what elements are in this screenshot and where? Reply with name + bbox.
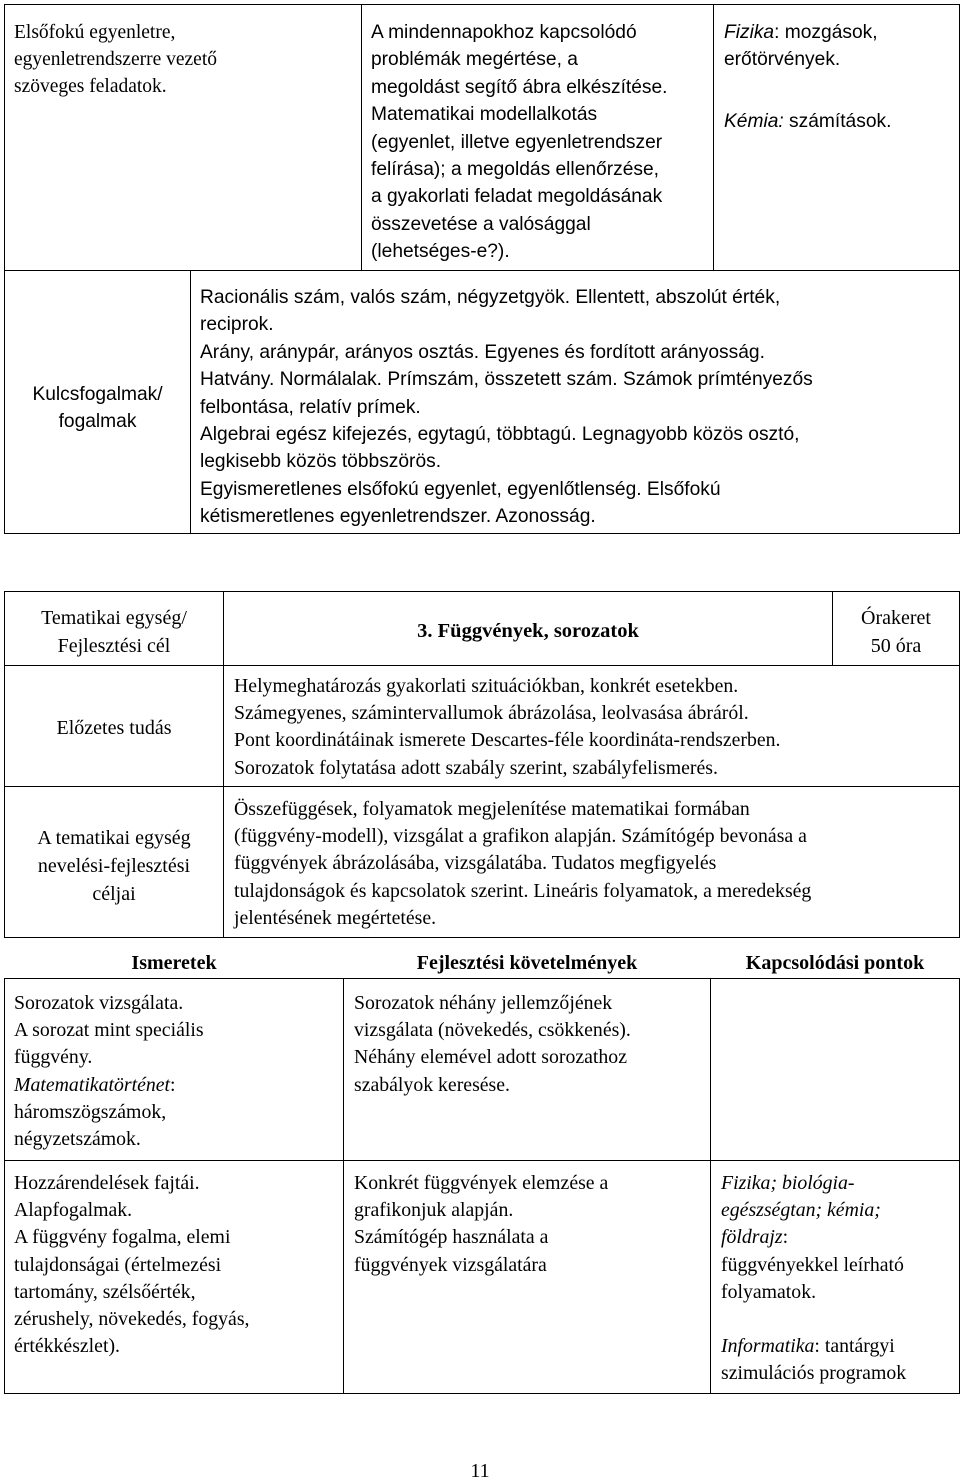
row-a-ismeretek-line: függvény.	[14, 1046, 93, 1069]
unit-title-text: 3. Függvények, sorozatok	[417, 620, 639, 642]
tematikai-egyseg-label-line: Fejlesztési cél	[57, 635, 171, 657]
row-a-fejlesztesi-line: Sorozatok néhány jellemzőjének	[354, 992, 613, 1014]
row-b-kapcsolodasi-italic-line: Fizika; biológia-	[721, 1172, 855, 1194]
orakeret-value: 50 óra	[870, 635, 922, 657]
foldrajz-label: földrajz	[721, 1226, 783, 1249]
prev-links-cell	[724, 19, 958, 135]
fizika-link-line	[724, 19, 958, 46]
kemia-text: számítások.	[783, 110, 892, 132]
celjai-line: (függvény-modell), vizsgálat a grafikon alapján. Számítógép bevonása a	[234, 825, 807, 848]
prev-goals-line: megoldást segítő ábra elkészítése.	[371, 76, 668, 98]
prev-topic-line: szöveges feladatok.	[14, 76, 167, 98]
kulcsfogalmak-line: Racionális szám, valós szám, négyzetgyök. Ellentett, abszolút érték,	[200, 287, 781, 308]
informatika-text: : tantárgyi	[814, 1335, 895, 1358]
matematikatortenet-line	[14, 1072, 342, 1099]
celjai-line: jelentésének megértetése.	[234, 906, 437, 929]
unit-title	[224, 617, 832, 645]
row-b-ismeretek-line: tartomány, szélsőérték,	[14, 1280, 196, 1303]
prev-goals-line: összevetése a valósággal	[371, 213, 591, 235]
elozetes-tudas-line: Számegyenes, számintervallumok ábrázolása, leolvasása ábráról.	[234, 702, 749, 725]
celjai-content	[234, 796, 956, 932]
elozetes-tudas-content	[234, 673, 956, 782]
celjai-line: tulajdonságok és kapcsolatok szerint. Lineáris folyamatok, a meredekség	[234, 879, 812, 902]
elozetes-tudas-label	[5, 714, 223, 742]
row-b-ismeretek-line: Hozzárendelések fajtái.	[14, 1172, 200, 1194]
tematikai-egyseg-label-line: Tematikai egység/	[41, 607, 187, 629]
foldrajz-line	[721, 1224, 958, 1251]
row-b-ismeretek-line: Alapfogalmak.	[14, 1199, 133, 1222]
prev-goals-line: felírása); a megoldás ellenőrzése,	[371, 159, 659, 181]
page-number-text: 11	[470, 1460, 490, 1482]
kulcsfogalmak-line: felbontása, relatív prímek.	[200, 396, 421, 418]
row-a-ismeretek-mt-line: négyzetszámok.	[14, 1128, 141, 1151]
kemia-label: Kémia:	[724, 110, 784, 132]
row-a-fejlesztesi-line: vizsgálata (növekedés, csökkenés).	[354, 1019, 631, 1042]
row-b-kapcsolodasi	[721, 1170, 958, 1387]
fizika-text: : mozgások,	[774, 22, 878, 43]
prev-goals-line: (egyenlet, illetve egyenletrendszer	[371, 131, 663, 153]
kulcsfogalmak-label	[5, 381, 190, 436]
prev-goals-line: (lehetséges-e?).	[371, 241, 510, 263]
kulcsfogalmak-line: kétismeretlenes egyenletrendszer. Azonosság.	[200, 506, 596, 528]
row-a-fejlesztesi-line: szabályok keresése.	[354, 1073, 510, 1096]
header-kapcsolodasi-text: Kapcsolódási pontok	[745, 952, 925, 974]
page-number	[430, 1458, 530, 1484]
kulcsfogalmak-line: Algebrai egész kifejezés, egytagú, többtagú. Legnagyobb közös osztó,	[200, 424, 800, 446]
row-b-fejlesztesi-line: függvények vizsgálatára	[354, 1253, 547, 1276]
kulcsfogalmak-content	[200, 284, 955, 531]
row-a-ismeretek-line: A sorozat mint speciális	[14, 1019, 204, 1042]
row-b-ismeretek-line: A függvény fogalma, elemi	[14, 1226, 231, 1249]
kemia-link-line	[724, 108, 958, 135]
matematikatortenet-label: Matematikatörténet	[14, 1073, 171, 1096]
kulcsfogalmak-label-line: fogalmak	[58, 411, 137, 433]
row-b-kapcsolodasi-line: folyamatok.	[721, 1280, 817, 1303]
row-b-ismeretek	[14, 1170, 342, 1360]
kulcsfogalmak-line: Hatvány. Normálalak. Prímszám, összetett szám. Számok prímtényezős	[200, 369, 813, 391]
row-b-ismeretek-line: értékkészlet).	[14, 1335, 120, 1358]
elozetes-tudas-line: Sorozatok folytatása adott szabály szerint, szabályfelismerés.	[234, 756, 718, 779]
row-a-ismeretek-mt-line: háromszögszámok,	[14, 1100, 167, 1123]
orakeret-label: Órakeret	[861, 607, 931, 629]
header-fejlesztesi-text: Fejlesztési követelmények	[416, 952, 638, 974]
prev-goals-line: problémák megértése, a	[371, 49, 578, 71]
elozetes-tudas-label-text: Előzetes tudás	[56, 717, 172, 739]
celjai-label-line: céljai	[92, 883, 136, 905]
row-a-fejlesztesi-line: Néhány elemével adott sorozathoz	[354, 1046, 627, 1069]
row-a-ismeretek-line: Sorozatok vizsgálata.	[14, 992, 184, 1014]
tematikai-egyseg-label	[5, 604, 223, 660]
row-b-fejlesztesi-line: Számítógép használata a	[354, 1226, 549, 1249]
kulcsfogalmak-line: reciprok.	[200, 314, 274, 336]
elozetes-tudas-line: Pont koordinátáinak ismerete Descartes-féle koordináta-rendszerben.	[234, 729, 781, 752]
header-ismeretek	[5, 950, 343, 978]
prev-goals-line: A mindennapokhoz kapcsolódó	[371, 22, 637, 43]
kulcsfogalmak-line: legkisebb közös többszörös.	[200, 451, 442, 473]
prev-topic-line: Elsőfokú egyenletre,	[14, 22, 176, 43]
elozetes-tudas-line: Helymeghatározás gyakorlati szituációkban, konkrét esetekben.	[234, 675, 739, 697]
celjai-line: Összefüggések, folyamatok megjelenítése matematikai formában	[234, 798, 750, 820]
matematikatortenet-colon: :	[170, 1073, 176, 1096]
prev-topic-line: egyenletrendszerre vezető	[14, 49, 217, 71]
row-b-fejlesztesi	[354, 1170, 708, 1279]
row-b-fejlesztesi-line: grafikonjuk alapján.	[354, 1199, 514, 1222]
fizika-link-line-2: erőtörvények.	[724, 49, 841, 71]
prev-topic-cell	[14, 19, 359, 101]
header-fejlesztesi	[344, 950, 710, 978]
informatika-line	[721, 1333, 958, 1360]
prev-goals-line: Matematikai modellalkotás	[371, 104, 598, 126]
row-b-ismeretek-line: tulajdonságai (értelmezési	[14, 1253, 222, 1276]
fizika-label: Fizika	[724, 22, 775, 43]
celjai-label	[5, 824, 223, 908]
header-kapcsolodasi	[711, 950, 959, 978]
informatika-label: Informatika	[721, 1335, 815, 1358]
celjai-line: függvények ábrázolásába, vizsgálatába. Tudatos megfigyelés	[234, 852, 717, 875]
celjai-label-line: nevelési-fejlesztési	[37, 855, 191, 877]
informatika-line-2: szimulációs programok	[721, 1362, 907, 1385]
prev-goals-line: a gyakorlati feladat megoldásának	[371, 186, 663, 208]
row-b-ismeretek-line: zérushely, növekedés, fogyás,	[14, 1308, 250, 1331]
row-a-fejlesztesi	[354, 990, 708, 1099]
kulcsfogalmak-line: Egyismeretlenes elsőfokú egyenlet, egyenlőtlenség. Elsőfokú	[200, 478, 721, 500]
foldrajz-colon: :	[782, 1226, 789, 1249]
row-b-kapcsolodasi-line: függvényekkel leírható	[721, 1253, 904, 1276]
header-ismeretek-text: Ismeretek	[131, 952, 217, 974]
row-b-kapcsolodasi-italic-line: egészségtan; kémia;	[721, 1199, 881, 1222]
kulcsfogalmak-line: Arány, aránypár, arányos osztás. Egyenes és fordított arányosság.	[200, 341, 765, 363]
celjai-label-line: A tematikai egység	[37, 827, 191, 849]
kulcsfogalmak-label-line: Kulcsfogalmak/	[32, 384, 163, 405]
orakeret-cell	[833, 604, 959, 660]
row-a-ismeretek	[14, 990, 342, 1153]
prev-goals-cell	[371, 19, 711, 266]
row-b-fejlesztesi-line: Konkrét függvények elemzése a	[354, 1172, 609, 1194]
